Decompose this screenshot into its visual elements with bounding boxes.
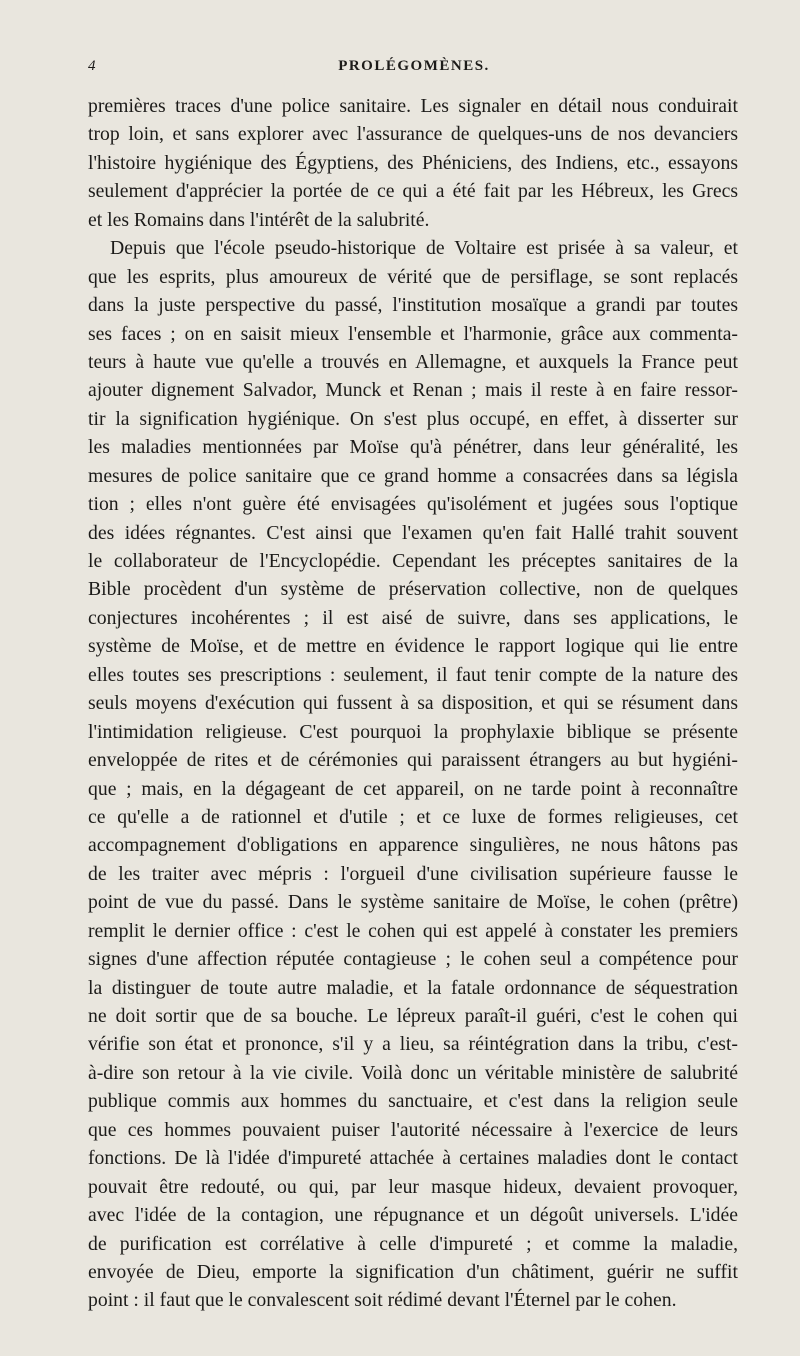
text-line: à-dire son retour à la vie civile. Voilà donc un véritable ministère de salubrité — [88, 1061, 738, 1084]
text-line: envoyée de Dieu, emporte la signification d'un châtiment, guérir ne suffit — [88, 1260, 738, 1283]
text-line: elles toutes ses prescriptions : seulement, il faut tenir compte de la nature des — [88, 663, 738, 686]
text-line: publique commis aux hommes du sanctuaire, et c'est dans la religion seule — [88, 1090, 738, 1113]
text-line: seulement d'apprécier la portée de ce qui a été fait par les Hébreux, les Grecs — [88, 180, 738, 203]
text-line: enveloppée de rites et de cérémonies qui paraissent étrangers au but hygiéni- — [88, 749, 738, 772]
text-line: trop loin, et sans explorer avec l'assurance de quelques-uns de nos devanciers — [88, 123, 738, 146]
page-number: 4 — [88, 58, 97, 74]
text-line: que ces hommes pouvaient puiser l'autorité nécessaire à l'exercice de leurs — [88, 1118, 738, 1141]
text-line: Bible procèdent d'un système de préservation collective, non de quelques — [88, 578, 738, 601]
text-line: tion ; elles n'ont guère été envisagées qu'isolément et jugées sous l'optique — [88, 493, 738, 516]
text-line: de purification est corrélative à celle d'impureté ; et comme la maladie, — [88, 1232, 738, 1255]
text-line: accompagnement d'obligations en apparence singulières, ne nous hâtons pas — [88, 834, 738, 857]
text-line: ses faces ; on en saisit mieux l'ensemble et l'harmonie, grâce aux commenta- — [88, 322, 738, 345]
text-line: de les traiter avec mépris : l'orgueil d'une civilisation supérieure fausse le — [88, 862, 738, 885]
text-line: ne doit sortir que de sa bouche. Le lépreux paraît-il guéri, c'est le cohen qui — [88, 1005, 738, 1027]
text-line: l'intimidation religieuse. C'est pourquoi la prophylaxie biblique se présente — [88, 720, 738, 743]
text-line: que ; mais, en la dégageant de cet appareil, on ne tarde point à reconnaître — [88, 777, 738, 800]
text-line: tir la signification hygiénique. On s'est plus occupé, en effet, à disserter sur — [88, 407, 738, 430]
text-line: et les Romains dans l'intérêt de la salubrité. — [88, 208, 430, 231]
text-line: vérifie son état et prononce, s'il y a lieu, sa réintégration dans la tribu, c'est- — [88, 1033, 738, 1056]
text-line: mesures de police sanitaire que ce grand homme a consacrées dans sa législa — [88, 464, 738, 487]
text-line: teurs à haute vue qu'elle a trouvés en Allemagne, et auxquels la France peut — [88, 350, 738, 373]
text-line: que les esprits, plus amoureux de vérité que de persiflage, se sont replacés — [88, 265, 738, 288]
text-line: Depuis que l'école pseudo-historique de Voltaire est prisée à sa valeur, et — [110, 237, 738, 260]
text-line: conjectures incohérentes ; il est aisé de suivre, dans ses applications, le — [88, 606, 738, 629]
text-line: seuls moyens d'exécution qui fussent à sa disposition, et qui se résument dans — [88, 692, 738, 715]
text-line: le collaborateur de l'Encyclopédie. Cependant les préceptes sanitaires de la — [88, 550, 738, 572]
text-line: signes d'une affection réputée contagieuse ; le cohen seul a compétence pour — [88, 948, 738, 971]
text-line: point : il faut que le convalescent soit rédimé devant l'Éternel par le cohen. — [88, 1289, 677, 1312]
text-line: des idées régnantes. C'est ainsi que l'examen qu'en fait Hallé trahit souvent — [88, 521, 738, 544]
running-title: PROLÉGOMÈNES. — [338, 58, 490, 74]
body-text — [88, 92, 738, 1315]
text-line: avec l'idée de la contagion, une répugnance et un dégoût universels. L'idée — [88, 1204, 738, 1227]
text-line: ajouter dignement Salvador, Munck et Renan ; mais il reste à en faire ressor- — [88, 379, 738, 402]
text-line: dans la juste perspective du passé, l'institution mosaïque a grandi par toutes — [88, 294, 738, 317]
text-line: point de vue du passé. Dans le système sanitaire de Moïse, le cohen (prêtre) — [88, 891, 738, 914]
text-line: pouvait être redouté, ou qui, par leur masque hideux, devaient provoquer, — [88, 1175, 738, 1198]
text-line: les maladies mentionnées par Moïse qu'à pénétrer, dans leur généralité, les — [88, 436, 738, 459]
text-line: premières traces d'une police sanitaire. Les signaler en détail nous conduirait — [88, 95, 738, 117]
text-line: l'histoire hygiénique des Égyptiens, des Phéniciens, des Indiens, etc., essayons — [88, 151, 738, 174]
text-line: remplit le dernier office : c'est le cohen qui est appelé à constater les premiers — [88, 919, 738, 942]
text-line: la distinguer de toute autre maladie, et la fatale ordonnance de séquestration — [88, 976, 738, 999]
text-line: ce qu'elle a de rationnel et d'utile ; et ce luxe de formes religieuses, cet — [88, 805, 738, 828]
text-line: système de Moïse, et de mettre en évidence le rapport logique qui lie entre — [88, 635, 738, 658]
running-head — [88, 58, 740, 82]
text-line: fonctions. De là l'idée d'impureté attachée à certaines maladies dont le contact — [88, 1147, 738, 1170]
